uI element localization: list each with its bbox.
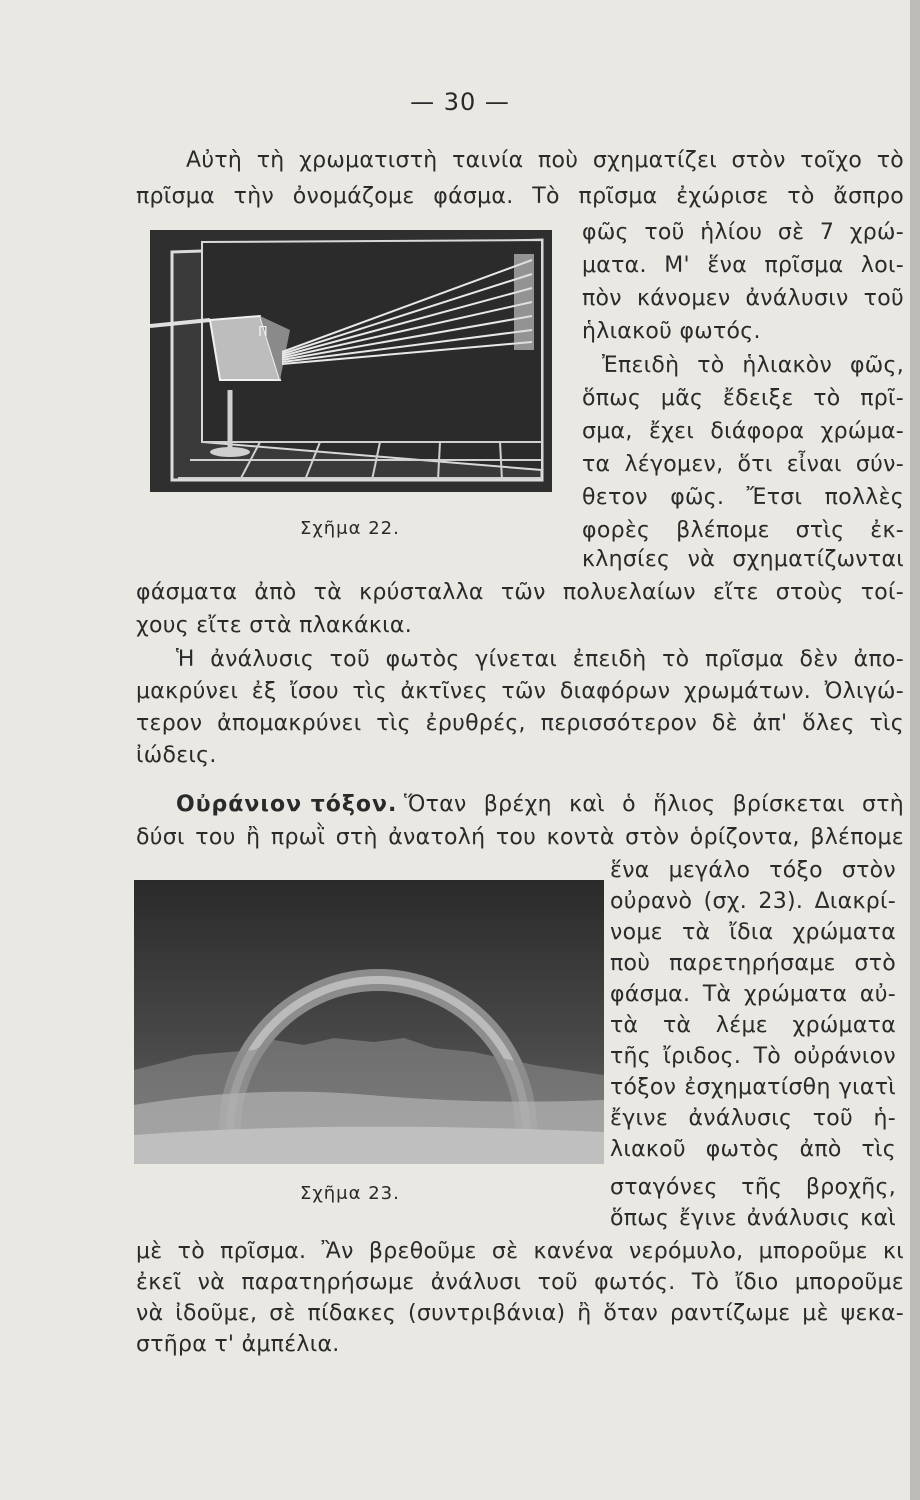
text-line: ὅπως ἔγινε ἀνάλυσις καὶ (610, 1206, 896, 1231)
text-line: λιακοῦ φωτὸς ἀπὸ τὶς (610, 1137, 896, 1162)
section-heading (176, 790, 397, 820)
text-line: οὐρανὸ (σχ. 23). Διακρί- (610, 889, 896, 914)
figure-22-caption: Σχῆμα 22. (300, 518, 400, 539)
text-line: Ὅταν βρέχη καὶ ὁ ἥλιος βρίσκεται στὴ (404, 792, 904, 817)
text-line: ποὺ παρετηρήσαμε στὸ (610, 951, 896, 976)
rainbow-heading: Οὐράνιον τόξον. (176, 792, 398, 817)
figure-23-caption: Σχῆμα 23. (300, 1183, 400, 1204)
text-line: Ἡ ἀνάλυσις τοῦ φωτὸς γίνεται ἐπειδὴ τὸ πρῖσμα δὲν ἀπο- (176, 647, 904, 672)
text-line: χους εἴτε στὰ πλακάκια. (136, 613, 412, 638)
text-line: νομε τὰ ἴδια χρώματα (610, 920, 896, 945)
text-line: φῶς τοῦ ἡλίου σὲ 7 χρώ- (582, 220, 904, 245)
text-line: τα λέγομεν, ὅτι εἶναι σύν- (582, 452, 904, 477)
text-line: στῆρα τ' ἀμπέλια. (136, 1332, 340, 1357)
text-line: σταγόνες τῆς βροχῆς, (610, 1175, 896, 1200)
text-line: ἔγινε ἀνάλυσις τοῦ ἡ- (610, 1106, 896, 1131)
text-line: τὰ τὰ λέμε χρώματα (610, 1013, 896, 1038)
text-line: ἰώδεις. (136, 743, 217, 768)
text-line: φάσματα ἀπὸ τὰ κρύσταλλα τῶν πολυελαίων εἴτε στοὺς τοί- (136, 580, 904, 605)
text-line: ἐκεῖ νὰ παρατηρήσωμε ἀνάλυσι τοῦ φωτός. Τὸ ἴδιο μποροῦμε (136, 1270, 904, 1295)
text-line: σμα, ἔχει διάφορα χρώμα- (582, 419, 904, 444)
figure-22-label: Π (258, 325, 268, 340)
text-line: τερον ἀπομακρύνει τὶς ἐρυθρές, περισσότερον δὲ ἀπ' ὅλες τὶς (136, 711, 904, 736)
text-line: φάσμα. Τὰ χρώματα αὐ- (610, 982, 896, 1007)
text-line: πὸν κάνομεν ἀνάλυσιν τοῦ (582, 286, 904, 311)
text-line: μακρύνει ἐξ ἴσου τὶς ἀκτῖνες τῶν διαφόρων χρωμάτων. Ὀλιγώ- (136, 679, 904, 704)
text-line: νὰ ἰδοῦμε, σὲ πίδακες (συντριβάνια) ἢ ὅταν ραντίζωμε μὲ ψεκα- (136, 1301, 904, 1326)
text-line: μὲ τὸ πρῖσμα. Ἂν βρεθοῦμε σὲ κανένα νερόμυλο, μποροῦμε κι (136, 1239, 904, 1264)
text-line: θετον φῶς. Ἔτσι πολλὲς (582, 485, 904, 510)
figure-22-prism-image (150, 230, 552, 492)
text-line: Ἐπειδὴ τὸ ἡλιακὸν φῶς, (602, 353, 904, 378)
page-number: — 30 — (410, 88, 510, 116)
text-line: πρῖσμα τὴν ὀνομάζομε φάσμα. Τὸ πρῖσμα ἐχώρισε τὸ ἄσπρο (136, 184, 904, 209)
text-line: δύσι του ἢ πρωῒ στὴ ἀνατολή του κοντὰ στὸν ὁρίζοντα, βλέπομε (136, 825, 904, 850)
text-line: τόξον ἐσχηματίσθη γιατὶ (610, 1075, 896, 1100)
text-line: κλησίες νὰ σχηματίζωνται (582, 547, 904, 572)
text-line: τῆς ἴριδος. Τὸ οὐράνιον (610, 1044, 896, 1069)
text-line: φορὲς βλέπομε στὶς ἐκ- (582, 518, 904, 543)
figure-23-rainbow-image (134, 880, 604, 1164)
text-line: ὅπως μᾶς ἔδειξε τὸ πρῖ- (582, 386, 904, 411)
text-line: Αὐτὴ τὴ χρωματιστὴ ταινία ποὺ σχηματίζει στὸν τοῖχο τὸ (186, 148, 904, 173)
text-line: ματα. Μ' ἕνα πρῖσμα λοι- (582, 253, 904, 278)
text-line: ἡλιακοῦ φωτός. (582, 319, 761, 344)
text-line: ἕνα μεγάλο τόξο στὸν (610, 858, 896, 883)
page-gutter-edge (910, 0, 920, 1500)
